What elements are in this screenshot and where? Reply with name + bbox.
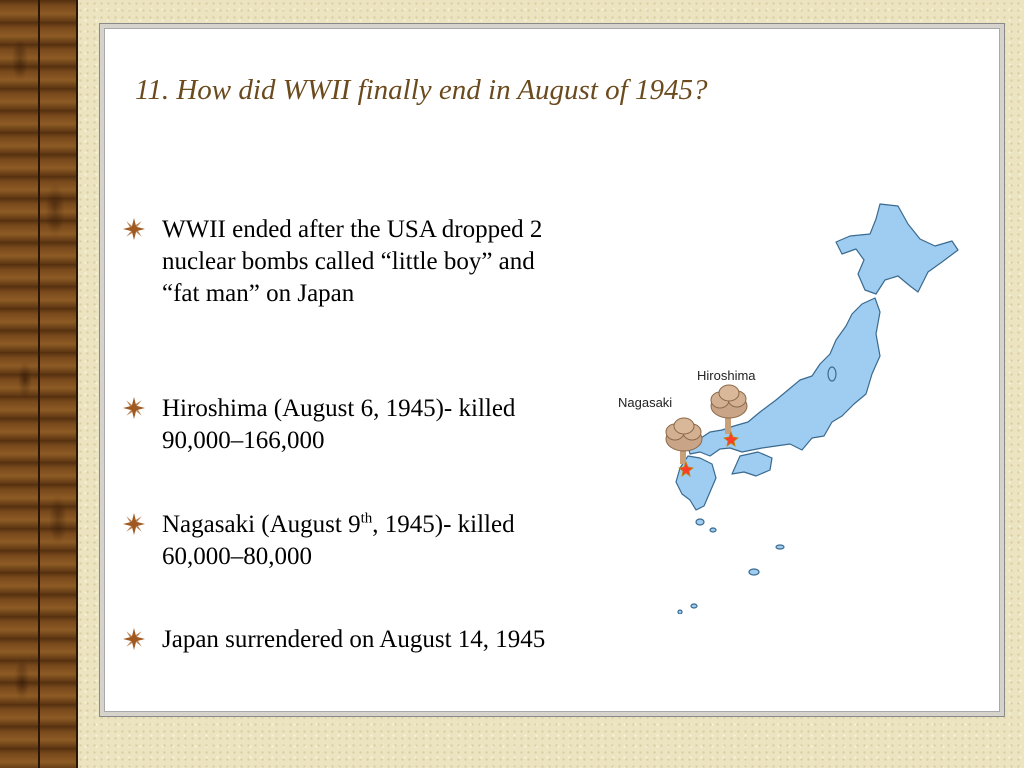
star-burst-bullet-icon [123,397,145,419]
slide-title: 11. How did WWII finally end in August of 1945? [135,74,708,106]
star-burst-bullet-icon [123,513,145,535]
bullet-item [120,624,545,656]
star-burst-bullet-icon [123,218,145,240]
bullet-item [120,393,570,457]
slide-content [104,28,1000,712]
star-burst-bullet-icon [123,628,145,650]
shikoku-island [732,452,772,476]
wood-border-decoration [0,0,78,768]
bullet-text [162,511,515,570]
bullet-text-part: Nagasaki (August 9 [162,511,361,538]
map-label-hiroshima: Hiroshima [697,368,756,383]
japan-map [580,194,990,614]
bullet-text: Hiroshima (August 6, 1945)- killed 90,000–166,000 [162,395,516,454]
bullet-text: WWII ended after the USA dropped 2 nuclear bombs called “little boy” and “fat man” on Japan [162,216,543,307]
bullet-text: Japan surrendered on August 14, 1945 [162,626,546,653]
kyushu-island [676,456,716,510]
map-label-nagasaki: Nagasaki [618,395,673,410]
hokkaido-island [836,204,958,294]
slide-frame [99,23,1005,717]
ordinal-superscript: th [360,510,373,527]
bullet-text-part: , 1945)- killed 60,000–80,000 [162,511,515,570]
bullet-item [120,214,570,310]
bullet-item [120,509,570,573]
